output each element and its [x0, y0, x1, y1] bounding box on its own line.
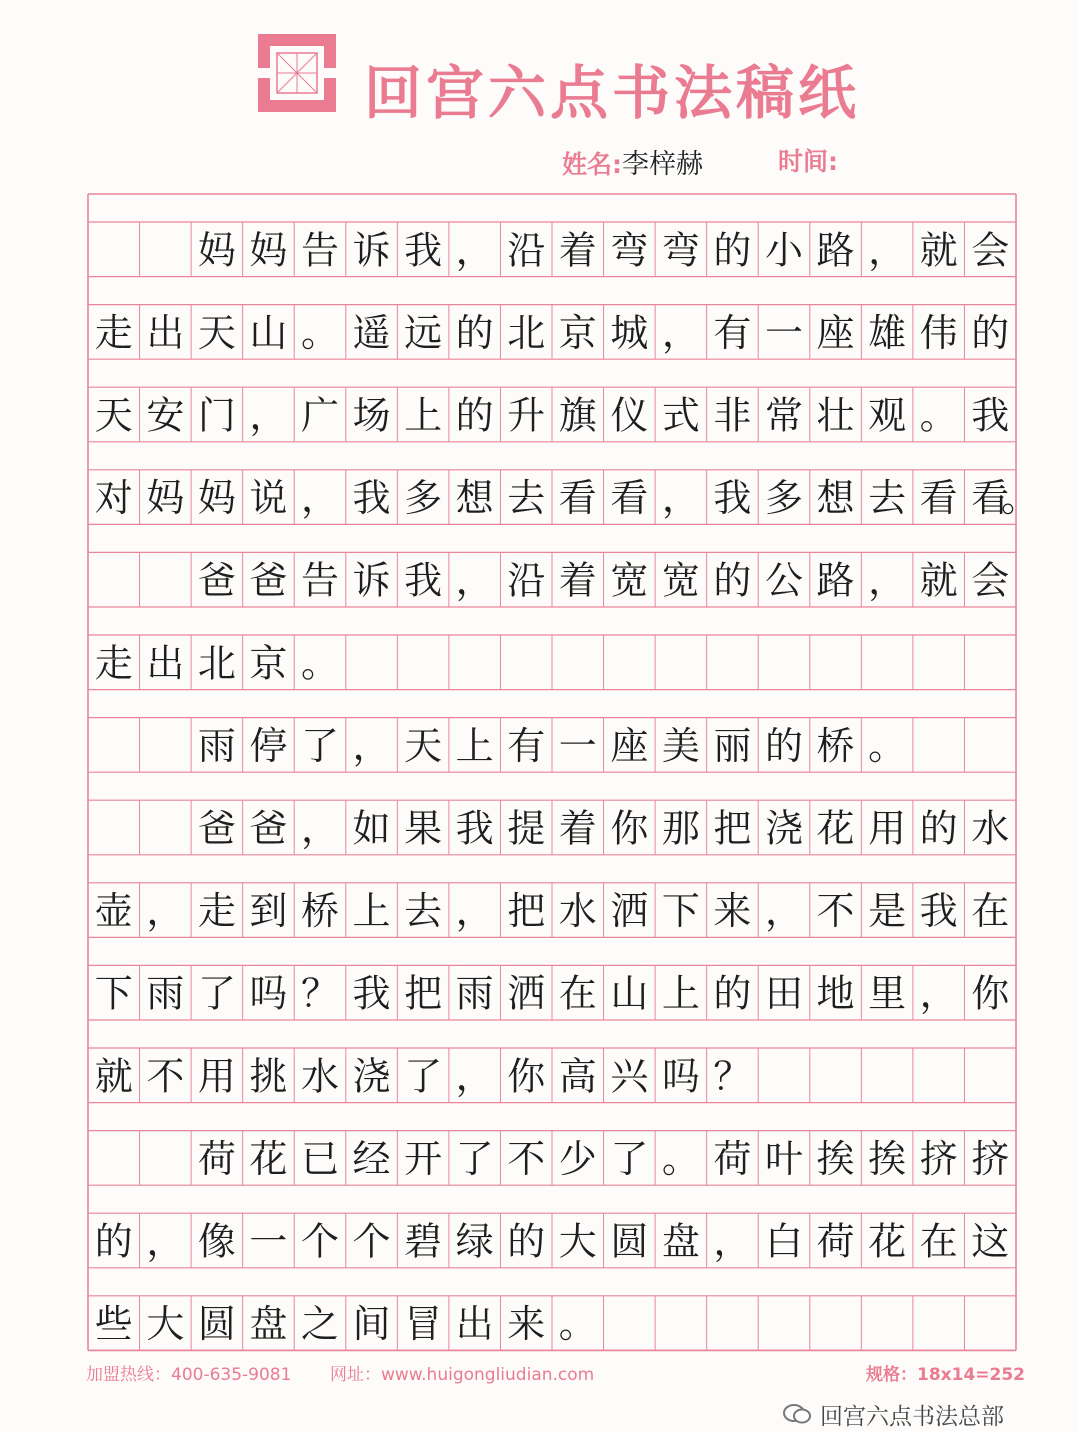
handwritten-char: 水 — [300, 1054, 340, 1099]
handwritten-char: 公 — [764, 558, 804, 603]
handwritten-char: 丽 — [713, 723, 752, 768]
handwritten-char: 已 — [300, 1136, 340, 1181]
handwritten-char: 下 — [661, 889, 700, 934]
handwritten-char: 你 — [971, 971, 1010, 1016]
handwritten-char: 上 — [404, 393, 443, 438]
handwritten-char: 告 — [300, 228, 340, 273]
handwritten-char: 城 — [610, 310, 649, 355]
handwritten-char: 上 — [661, 971, 700, 1016]
handwritten-char: 挨 — [868, 1136, 907, 1181]
handwritten-char: 在 — [558, 971, 597, 1016]
handwritten-char: 像 — [197, 1219, 236, 1264]
handwritten-char: 小 — [764, 228, 804, 273]
handwritten-char: ， — [661, 476, 700, 521]
handwritten-char: 我 — [455, 806, 494, 851]
handwritten-char: ， — [919, 971, 958, 1016]
handwritten-char: 多 — [404, 476, 443, 521]
handwritten-char: ， — [352, 723, 391, 768]
handwritten-char: 了 — [404, 1054, 443, 1099]
handwritten-char: 我 — [713, 476, 752, 521]
handwritten-char: 的 — [713, 228, 752, 273]
handwritten-char: ， — [661, 310, 700, 355]
handwritten-char: 。 — [919, 393, 958, 438]
handwritten-char: ， — [868, 228, 907, 273]
handwritten-char: ， — [146, 1219, 185, 1264]
handwritten-char: 把 — [713, 806, 752, 851]
handwritten-char: 就 — [919, 228, 958, 273]
handwritten-char: 挨 — [816, 1136, 855, 1181]
handwritten-char: 式 — [661, 393, 700, 438]
handwritten-char: 的 — [971, 310, 1010, 355]
handwritten-char: 的 — [507, 1219, 546, 1264]
handwritten-char: 绿 — [455, 1219, 494, 1264]
handwritten-char: 你 — [507, 1054, 546, 1099]
handwritten-char: 少 — [558, 1136, 597, 1181]
handwritten-char: 爸 — [197, 558, 236, 603]
handwritten-char: 就 — [94, 1054, 133, 1099]
handwritten-char: 爸 — [249, 806, 288, 851]
handwritten-char: 一 — [764, 310, 804, 355]
handwritten-char: 诉 — [352, 228, 391, 273]
handwritten-char: 的 — [713, 971, 752, 1016]
handwritten-char: 的 — [455, 310, 494, 355]
website: 网址：www.huigongliudian.com — [330, 1365, 595, 1385]
handwritten-char: 仪 — [610, 393, 649, 438]
handwritten-char: 在 — [919, 1219, 958, 1264]
handwritten-char: 大 — [146, 1302, 185, 1347]
handwritten-char: 花 — [816, 806, 855, 851]
handwritten-char: 不 — [816, 889, 855, 934]
handwritten-char: 我 — [404, 558, 443, 603]
handwritten-char: 停 — [249, 723, 288, 768]
handwritten-char: 。 — [300, 641, 340, 686]
handwritten-char: 着 — [558, 558, 597, 603]
handwritten-char: 浇 — [764, 806, 804, 851]
handwritten-char: 座 — [816, 310, 855, 355]
handwritten-char: 上 — [352, 889, 391, 934]
handwritten-char: 观 — [868, 393, 907, 438]
handwritten-char: 去 — [868, 476, 907, 521]
handwritten-char: 雨 — [197, 723, 236, 768]
handwritten-char: 诉 — [352, 558, 391, 603]
handwritten-char: ？ — [713, 1054, 752, 1099]
handwritten-char: ， — [455, 558, 494, 603]
handwritten-char: 沿 — [507, 558, 546, 603]
handwritten-char: 碧 — [404, 1219, 443, 1264]
handwritten-char: 妈 — [197, 228, 236, 273]
handwritten-char: 出 — [146, 310, 185, 355]
handwritten-char: 看 — [919, 476, 958, 521]
name-label: 姓名: — [562, 150, 622, 179]
handwritten-char: 。 — [661, 1136, 700, 1181]
handwritten-char: 用 — [868, 806, 907, 851]
handwritten-char: 天 — [404, 723, 443, 768]
handwritten-char: ， — [300, 806, 340, 851]
handwritten-char: 了 — [455, 1136, 494, 1181]
handwritten-char: 果 — [404, 806, 443, 851]
handwritten-char: 了 — [197, 971, 236, 1016]
handwritten-char: 美 — [661, 723, 700, 768]
handwritten-char: 了 — [300, 723, 340, 768]
handwritten-char: 个 — [300, 1219, 340, 1264]
handwritten-char: 。 — [1000, 476, 1040, 521]
handwritten-char: 桥 — [300, 889, 340, 934]
handwritten-char: 高 — [558, 1054, 597, 1099]
handwritten-char: 荷 — [197, 1136, 236, 1181]
handwritten-char: 一 — [558, 723, 597, 768]
handwritten-char: 洒 — [507, 971, 546, 1016]
handwritten-char: 出 — [455, 1302, 494, 1347]
handwritten-char: 用 — [197, 1054, 236, 1099]
handwritten-char: 。 — [300, 310, 340, 355]
handwritten-char: 安 — [146, 393, 185, 438]
handwritten-char: ？ — [300, 971, 340, 1016]
handwritten-char: 把 — [507, 889, 546, 934]
handwritten-char: 田 — [764, 971, 804, 1016]
handwritten-char: 兴 — [610, 1054, 649, 1099]
handwritten-char: 看 — [971, 476, 1010, 521]
handwritten-char: 看 — [558, 476, 597, 521]
handwritten-char: 了 — [610, 1136, 649, 1181]
handwritten-char: 走 — [94, 641, 133, 686]
handwritten-char: 来 — [507, 1302, 546, 1347]
handwritten-char: 圆 — [197, 1302, 236, 1347]
handwritten-char: 说 — [249, 476, 288, 521]
time-label: 时间: — [778, 147, 838, 176]
handwritten-char: 看 — [610, 476, 649, 521]
handwritten-char: 旗 — [558, 393, 597, 438]
handwritten-char: 着 — [558, 806, 597, 851]
handwritten-char: 提 — [507, 806, 546, 851]
handwritten-char: 宽 — [661, 558, 700, 603]
handwritten-char: 爸 — [249, 558, 288, 603]
handwritten-char: 叶 — [764, 1136, 804, 1181]
handwritten-char: 广 — [300, 393, 340, 438]
handwritten-char: 荷 — [713, 1136, 752, 1181]
handwritten-char: 会 — [971, 228, 1010, 273]
handwritten-char: ， — [146, 889, 185, 934]
handwritten-char: 告 — [300, 558, 340, 603]
handwritten-char: 浇 — [352, 1054, 391, 1099]
handwritten-char: 下 — [94, 971, 133, 1016]
handwritten-char: 壮 — [816, 393, 855, 438]
handwritten-char: 多 — [764, 476, 804, 521]
handwritten-char: 走 — [197, 889, 236, 934]
handwritten-char: ， — [868, 558, 907, 603]
handwritten-char: 来 — [713, 889, 752, 934]
handwritten-char: 的 — [455, 393, 494, 438]
name-value: 李梓赫 — [622, 149, 703, 180]
handwritten-char: 是 — [868, 889, 907, 934]
hotline: 加盟热线：400-635-9081 — [86, 1365, 292, 1385]
handwritten-char: 不 — [507, 1136, 546, 1181]
handwritten-char: 妈 — [197, 476, 236, 521]
handwritten-char: 荷 — [816, 1219, 855, 1264]
handwritten-char: ， — [764, 889, 804, 934]
handwritten-char: 花 — [249, 1136, 288, 1181]
handwritten-char: 对 — [94, 476, 133, 521]
handwritten-char: 山 — [249, 310, 288, 355]
handwritten-char: 我 — [352, 971, 391, 1016]
brand-title: 回宫六点书法稿纸 — [364, 59, 861, 127]
handwritten-char: 经 — [352, 1136, 391, 1181]
handwritten-char: 圆 — [610, 1219, 649, 1264]
handwritten-char: 京 — [558, 310, 597, 355]
handwritten-char: 非 — [713, 393, 752, 438]
handwritten-char: 北 — [507, 310, 546, 355]
handwritten-char: ， — [249, 393, 288, 438]
handwritten-char: 走 — [94, 310, 133, 355]
handwritten-char: 着 — [558, 228, 597, 273]
handwritten-char: 妈 — [249, 228, 288, 273]
handwritten-char: 弯 — [610, 228, 649, 273]
handwritten-char: 地 — [816, 971, 855, 1016]
handwritten-char: 门 — [197, 393, 236, 438]
handwritten-char: 京 — [249, 641, 288, 686]
handwritten-char: 爸 — [197, 806, 236, 851]
handwritten-char: 一 — [249, 1219, 288, 1264]
handwritten-char: 雨 — [455, 971, 494, 1016]
handwritten-char: 花 — [868, 1219, 907, 1264]
handwritten-char: 。 — [868, 723, 907, 768]
handwritten-char: 如 — [352, 806, 391, 851]
handwritten-char: 洒 — [610, 889, 649, 934]
handwritten-char: ， — [455, 889, 494, 934]
handwritten-char: 有 — [713, 310, 752, 355]
handwritten-char: 伟 — [919, 310, 958, 355]
handwritten-char: 升 — [507, 393, 546, 438]
handwritten-char: 路 — [816, 228, 855, 273]
handwritten-char: 我 — [919, 889, 958, 934]
handwritten-char: 路 — [816, 558, 855, 603]
handwritten-char: 宽 — [610, 558, 649, 603]
handwritten-char: ， — [713, 1219, 752, 1264]
handwritten-char: 我 — [404, 228, 443, 273]
handwritten-char: 壶 — [94, 889, 133, 934]
handwritten-char: 我 — [352, 476, 391, 521]
handwritten-char: 冒 — [404, 1302, 443, 1347]
handwritten-char: 。 — [558, 1302, 597, 1347]
handwritten-char: 想 — [455, 476, 494, 521]
handwritten-char: 天 — [197, 310, 236, 355]
handwritten-char: ， — [300, 476, 340, 521]
handwritten-char: 吗 — [249, 971, 288, 1016]
handwritten-char: 弯 — [661, 228, 700, 273]
handwritten-char: 的 — [713, 558, 752, 603]
handwritten-char: 水 — [558, 889, 597, 934]
handwritten-char: 场 — [352, 393, 391, 438]
handwritten-char: 雄 — [868, 310, 907, 355]
handwritten-char: 你 — [610, 806, 649, 851]
handwritten-char: 有 — [507, 723, 546, 768]
handwritten-char: 那 — [661, 806, 700, 851]
handwritten-char: ， — [455, 1054, 494, 1099]
handwritten-char: 想 — [816, 476, 855, 521]
handwritten-char: 的 — [94, 1219, 133, 1264]
handwritten-char: 远 — [404, 310, 443, 355]
paper-spec: 规格：18x14=252 — [866, 1365, 1026, 1385]
handwritten-char: 去 — [507, 476, 546, 521]
handwritten-char: 遥 — [352, 310, 391, 355]
handwritten-char: 白 — [764, 1219, 804, 1264]
handwritten-char: 天 — [94, 393, 133, 438]
handwritten-char: 这 — [971, 1219, 1010, 1264]
handwritten-char: 开 — [404, 1136, 443, 1181]
handwritten-char: 水 — [971, 806, 1010, 851]
handwritten-char: 里 — [868, 971, 907, 1016]
handwritten-char: 出 — [146, 641, 185, 686]
handwritten-char: 不 — [146, 1054, 185, 1099]
handwritten-char: 到 — [249, 889, 288, 934]
handwritten-char: 些 — [94, 1302, 133, 1347]
handwritten-char: 的 — [764, 723, 804, 768]
handwritten-char: 山 — [610, 971, 649, 1016]
handwritten-char: 个 — [352, 1219, 391, 1264]
handwritten-char: 间 — [352, 1302, 391, 1347]
handwritten-char: 挤 — [971, 1136, 1010, 1181]
handwritten-char: 妈 — [146, 476, 185, 521]
handwritten-char: 在 — [971, 889, 1010, 934]
handwritten-char: 座 — [610, 723, 649, 768]
handwritten-char: ， — [455, 228, 494, 273]
handwritten-char: 挤 — [919, 1136, 958, 1181]
handwritten-char: 常 — [764, 393, 804, 438]
handwritten-char: 桥 — [816, 723, 855, 768]
handwritten-char: 雨 — [146, 971, 185, 1016]
handwritten-char: 去 — [404, 889, 443, 934]
handwritten-char: 会 — [971, 558, 1010, 603]
handwritten-char: 的 — [919, 806, 958, 851]
handwritten-char: 沿 — [507, 228, 546, 273]
handwritten-char: 就 — [919, 558, 958, 603]
watermark — [782, 1398, 1004, 1430]
handwritten-char: 大 — [558, 1219, 597, 1264]
handwritten-char: 盘 — [249, 1302, 288, 1347]
handwritten-char: 之 — [300, 1302, 340, 1347]
handwritten-char: 上 — [455, 723, 494, 768]
handwritten-char: 吗 — [661, 1054, 700, 1099]
handwritten-char: 盘 — [661, 1219, 700, 1264]
handwritten-char: 北 — [197, 641, 236, 686]
handwritten-char: 我 — [971, 393, 1010, 438]
watermark-text: 回宫六点书法总部 — [820, 1403, 1004, 1430]
wechat-icon — [782, 1403, 812, 1425]
handwritten-char: 把 — [404, 971, 443, 1016]
handwritten-char: 挑 — [249, 1054, 288, 1099]
